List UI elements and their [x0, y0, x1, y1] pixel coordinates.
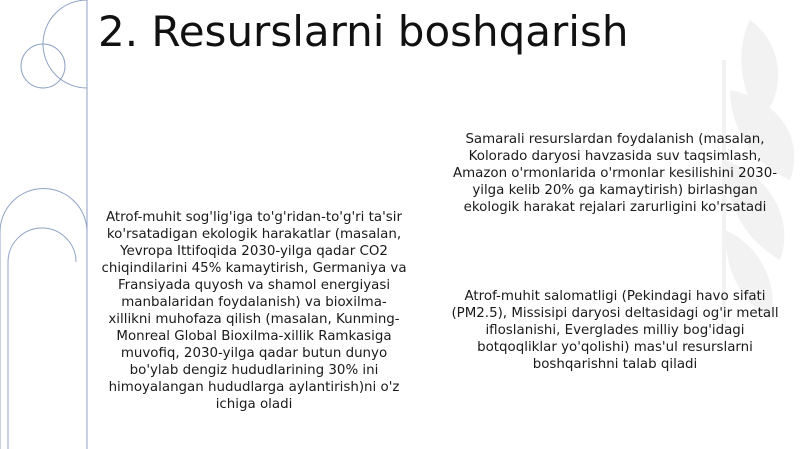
left-arch-inner [8, 228, 76, 449]
right-text-block-bottom: Atrof-muhit salomatligi (Pekindagi havo sifati (PM2.5), Missisipi daryosi deltasidagi og'ir metall ifloslanishi, Everglades milliy bog'idagi botqoqliklar yo'qolishi) mas'ul resurslarni boshqarishni talab qiladi [451, 289, 779, 372]
slide-title: 2. Resurslarni boshqarish [98, 7, 629, 56]
right-text-block-top: Samarali resurslardan foydalanish (masalan, Kolorado daryosi havzasida suv taqsimlash, Amazon o'rmonlarida o'rmonlar kesilishini 2030-yilga kelib 20% ga kamaytirish) birlashgan ekologik harakat rejalari zarurligini ko'rsatadi [452, 132, 778, 215]
top-arc-large [43, 0, 87, 88]
left-text-block: Atrof-muhit sog'lig'iga to'g'ridan-to'g'ri ta'sir ko'rsatadigan ekologik harakatlar (masalan, Yevropa Ittifoqida 2030-yilga qadar CO2 chiqindilarini 45% kamaytirish, Germaniya va Fransiyada quyosh va shamol energiyasi manbalaridan foydalanish) va bioxilma-xillikni muhofaza qilish (masalan, Kunming-Monreal Global Bioxilma-xillik Ramkasiga muvofiq, 2030-yilga qadar butun dunyo bo'ylab dengiz hududlarining 30% ini himoyalangan hududlarga aylantirish)ni o'z ichiga oladi [101, 210, 407, 412]
